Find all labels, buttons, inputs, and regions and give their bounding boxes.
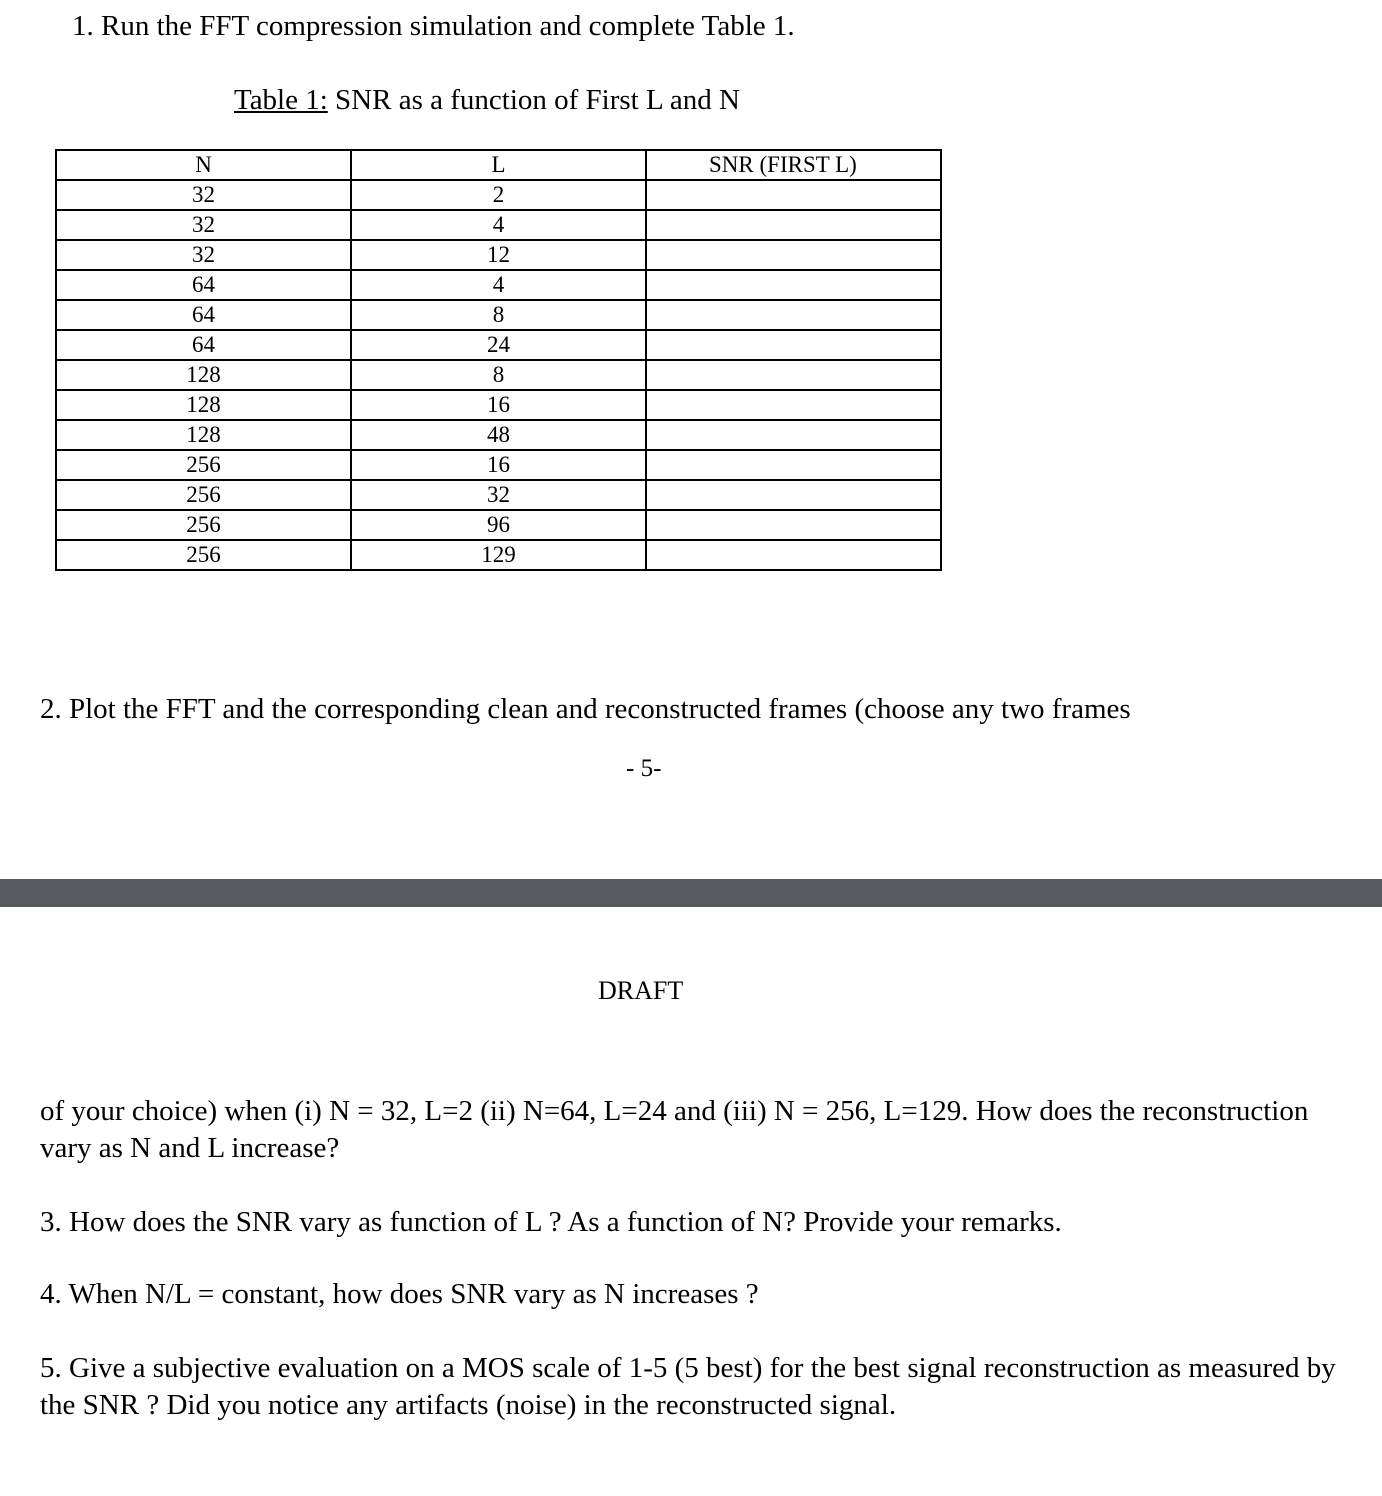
cell-n: 256 — [56, 480, 351, 510]
snr-table — [55, 149, 942, 571]
cell-l: 32 — [351, 480, 646, 510]
header-n: N — [56, 150, 351, 180]
cell-n: 128 — [56, 390, 351, 420]
page-divider — [0, 879, 1382, 907]
table-caption-label: Table 1: — [234, 84, 328, 116]
page-number: - 5- — [626, 755, 662, 782]
cell-l: 16 — [351, 390, 646, 420]
table-row — [56, 390, 941, 420]
cell-snr — [646, 540, 941, 570]
table-row — [56, 510, 941, 540]
question-4: 4. When N/L = constant, how does SNR vary as N increases ? — [40, 1278, 759, 1310]
cell-snr — [646, 210, 941, 240]
cell-l: 12 — [351, 240, 646, 270]
table-row — [56, 300, 941, 330]
table-row — [56, 450, 941, 480]
header-snr: SNR (FIRST L) — [646, 150, 941, 180]
cell-snr — [646, 390, 941, 420]
cell-n: 32 — [56, 180, 351, 210]
question-1: 1. Run the FFT compression simulation and complete Table 1. — [72, 10, 795, 42]
question-5: 5. Give a subjective evaluation on a MOS scale of 1-5 (5 best) for the best signal reconstruction as measured by the SNR ? Did you notice any artifacts (noise) in the reconstructed signal. — [40, 1352, 1336, 1421]
cell-n: 128 — [56, 420, 351, 450]
question-2: 2. Plot the FFT and the corresponding clean and reconstructed frames (choose any two frames — [40, 693, 1131, 725]
draft-label: DRAFT — [598, 976, 684, 1005]
cell-n: 256 — [56, 540, 351, 570]
cell-l: 48 — [351, 420, 646, 450]
cell-n: 64 — [56, 270, 351, 300]
cell-snr — [646, 510, 941, 540]
cell-n: 64 — [56, 330, 351, 360]
table-row — [56, 270, 941, 300]
header-l: L — [351, 150, 646, 180]
cell-snr — [646, 450, 941, 480]
cell-snr — [646, 420, 941, 450]
cell-snr — [646, 300, 941, 330]
table-caption — [234, 84, 740, 117]
cell-l: 16 — [351, 450, 646, 480]
table-row — [56, 240, 941, 270]
cell-l: 2 — [351, 180, 646, 210]
cell-snr — [646, 180, 941, 210]
cell-snr — [646, 330, 941, 360]
table-row — [56, 360, 941, 390]
cell-snr — [646, 240, 941, 270]
cell-snr — [646, 360, 941, 390]
table-row — [56, 480, 941, 510]
table-header-row — [56, 150, 941, 180]
question-2-continued: of your choice) when (i) N = 32, L=2 (ii) N=64, L=24 and (iii) N = 256, L=129. How does the reconstruction vary as N and L increase? — [40, 1095, 1309, 1164]
cell-n: 256 — [56, 450, 351, 480]
cell-l: 4 — [351, 210, 646, 240]
cell-n: 32 — [56, 210, 351, 240]
cell-l: 8 — [351, 360, 646, 390]
table-row — [56, 330, 941, 360]
table-row — [56, 420, 941, 450]
cell-l: 129 — [351, 540, 646, 570]
cell-n: 128 — [56, 360, 351, 390]
cell-snr — [646, 480, 941, 510]
table-row — [56, 540, 941, 570]
cell-n: 64 — [56, 300, 351, 330]
cell-l: 4 — [351, 270, 646, 300]
cell-l: 24 — [351, 330, 646, 360]
table-caption-text: SNR as a function of First L and N — [327, 84, 740, 116]
question-3: 3. How does the SNR vary as function of L ? As a function of N? Provide your remarks. — [40, 1206, 1062, 1238]
table-row — [56, 210, 941, 240]
table-row — [56, 180, 941, 210]
cell-l: 8 — [351, 300, 646, 330]
cell-l: 96 — [351, 510, 646, 540]
cell-snr — [646, 270, 941, 300]
cell-n: 256 — [56, 510, 351, 540]
cell-n: 32 — [56, 240, 351, 270]
